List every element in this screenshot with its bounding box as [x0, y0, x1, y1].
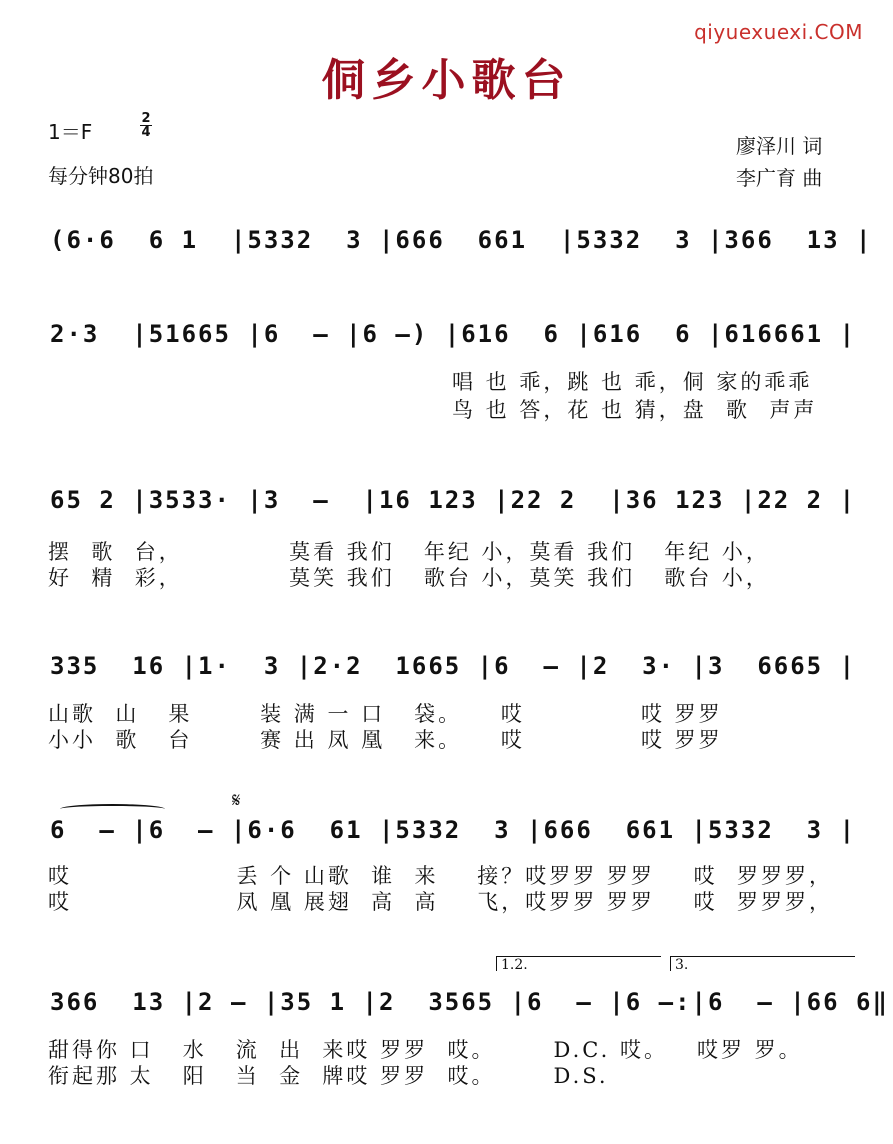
volta-third-ending: 3. [670, 956, 855, 971]
tie-row-5 [60, 804, 165, 814]
lyric-row-6-verse-1: 甜得你 口 水 流 出 来哎 罗罗 哎。 D.C. 哎。 哎罗 罗。 [48, 1038, 803, 1062]
segno-sign: 𝄋 [232, 788, 241, 812]
lyric-row-5-verse-1: 哎 丢 个 山歌 谁 来 接？哎罗罗 罗罗 哎 罗罗罗， [48, 864, 833, 888]
lyricist-credit: 廖泽川 词 [736, 134, 823, 158]
lyric-row-4-verse-1: 山歌 山 果 装 满 一 口 袋。 哎 哎 罗罗 [48, 702, 723, 726]
lyric-row-5-verse-2: 哎 凤 凰 展翅 高 高 飞，哎罗罗 罗罗 哎 罗罗罗， [48, 890, 833, 914]
lyric-row-6-verse-2: 衔起那 太 阳 当 金 牌哎 罗罗 哎。 D.S. [48, 1064, 609, 1088]
song-title: 侗乡小歌台 [321, 55, 572, 106]
notation-row-5: 6 — |6 — |6·6 61 |5332 3 |666 661 |5332 3 | [50, 816, 857, 844]
notation-row-6: 366 13 |2 — |35 1 |2 3565 |6 — |6 —:|6 — |66 6‖ [50, 988, 889, 1016]
composer-credit: 李广育 曲 [736, 166, 823, 190]
time-signature: 2 4 [141, 111, 151, 140]
volta-first-ending: 1.2. [496, 956, 661, 971]
lyric-row-3-verse-1: 摆 歌 台， 莫看 我们 年纪 小，莫看 我们 年纪 小， [48, 540, 770, 564]
notation-row-1: (6·6 6 1 |5332 3 |666 661 |5332 3 |366 13 | [50, 226, 873, 254]
notation-row-3: 65 2 |3533· |3 — |16 123 |22 2 |36 123 |22 2 | [50, 486, 857, 514]
notation-row-4: 335 16 |1· 3 |2·2 1665 |6 — |2 3· |3 6665 | [50, 652, 857, 680]
tempo-marking: 每分钟80拍 [48, 164, 154, 188]
lyric-row-2-verse-1: 唱 也 乖，跳 也 乖，侗 家的乖乖 [452, 370, 813, 394]
lyric-row-2-verse-2: 鸟 也 答，花 也 猜，盘 歌 声声 [452, 398, 818, 422]
key-signature: 1＝F [48, 120, 93, 144]
notation-row-2: 2·3 |51665 |6 — |6 —) |616 6 |616 6 |616661 | [50, 320, 857, 348]
lyric-row-4-verse-2: 小小 歌 台 赛 出 凤 凰 来。 哎 哎 罗罗 [48, 728, 723, 752]
lyric-row-3-verse-2: 好 精 彩， 莫笑 我们 歌台 小，莫笑 我们 歌台 小， [48, 566, 770, 590]
site-watermark: qiyuexuexi.COM [694, 20, 863, 44]
